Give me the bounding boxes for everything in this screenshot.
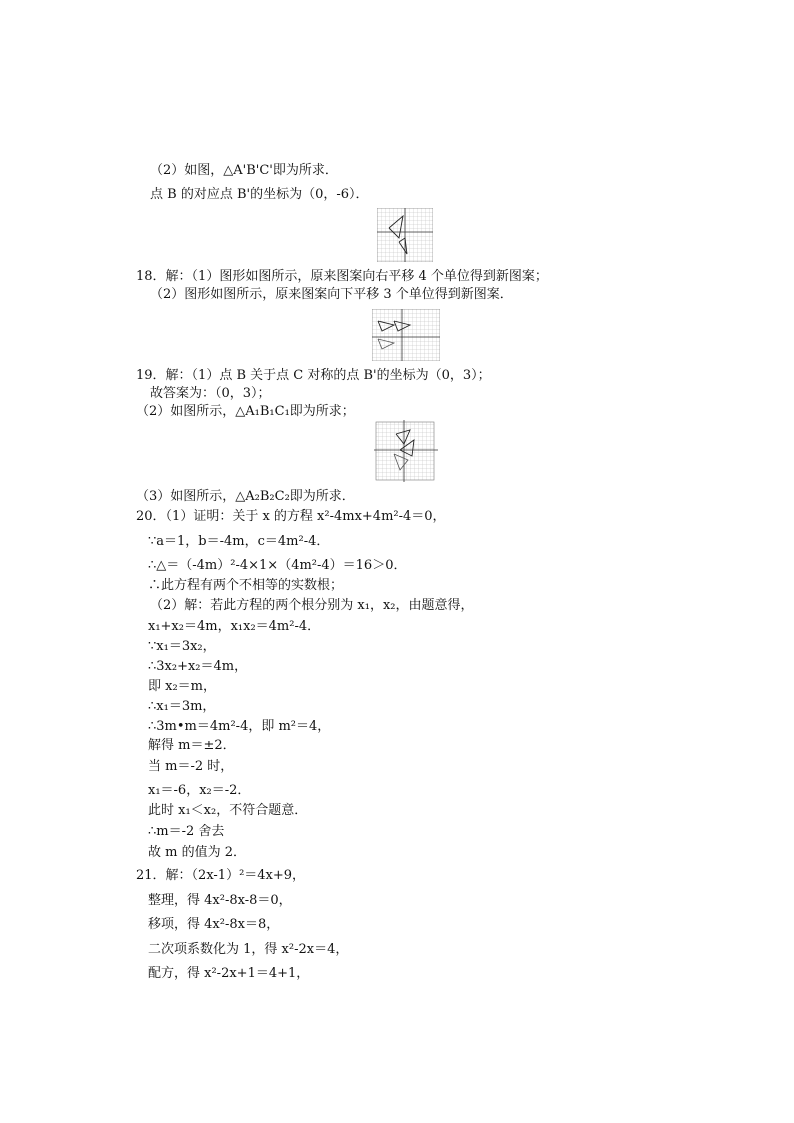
q21-line-3: 二次项系数化为 1，得 x²-2x＝4， [148,942,349,957]
q20-line-14: 此时 x₁＜x₂，不符合题意． [148,803,308,818]
grid-figure-q18 [372,309,440,361]
q20-line-9: ∴x₁＝3m， [148,699,216,714]
q21-line-4: 配方，得 x²-2x+1＝4+1， [148,966,310,981]
q20-line-7: ∴3x₂+x₂＝4m， [148,659,248,674]
q20-line-3: ∴此方程有两个不相等的实数根； [148,578,344,593]
q19-line2: 故答案为：（0，3）； [150,386,271,401]
q19-line4: （3）如图所示，△A₂B₂C₂即为所求． [136,489,355,504]
q18-line1: 18．解：（1）图形如图所示，原来图案向右平移 4 个单位得到新图案； [136,269,548,284]
q20-line-6: ∵x₁＝3x₂， [148,639,216,654]
q17-coord-text: 点 B 的对应点 B'的坐标为（0，-6）． [150,187,369,202]
q20-line-2: ∴△＝（-4m）²-4×1×（4m²-4）＝16＞0． [148,558,407,573]
q20-line-5: x₁+x₂＝4m，x₁x₂＝4m²-4． [148,619,321,634]
q20-line-0: 20．（1）证明：关于 x 的方程 x²-4mx+4m²-4＝0， [136,509,446,524]
q21-line-0: 21．解：（2x-1）²＝4x+9， [136,868,306,883]
q21-line-1: 整理，得 4x²-8x-8＝0， [148,893,292,908]
q20-line-15: ∴m＝-2 舍去 [148,824,225,839]
q20-line-10: ∴3m•m＝4m²-4，即 m²＝4， [148,719,331,734]
q21-line-2: 移项，得 4x²-8x＝8， [148,917,280,932]
q20-line-12: 当 m＝-2 时， [148,759,234,774]
q20-line-1: ∵a＝1，b＝-4m，c＝4m²-4． [148,534,330,549]
q20-line-8: 即 x₂＝m， [148,679,217,694]
q19-line1: 19．解：（1）点 B 关于点 C 对称的点 B'的坐标为（0，3）； [136,368,491,383]
q19-line3: （2）如图所示，△A₁B₁C₁即为所求； [136,404,355,419]
q20-line-16: 故 m 的值为 2． [148,845,246,860]
q20-line-13: x₁＝-6，x₂＝-2． [148,783,251,798]
q20-line-11: 解得 m＝±2． [148,738,236,753]
q18-line2: （2）图形如图所示，原来图案向下平移 3 个单位得到新图案． [150,287,513,302]
grid-figure-q17 [377,208,433,262]
q20-line-4: （2）解：若此方程的两个根分别为 x₁，x₂，由题意得， [150,598,474,613]
q17-part2-text: （2）如图，△A'B'C'即为所求． [150,163,338,178]
grid-figure-q19 [374,420,438,482]
